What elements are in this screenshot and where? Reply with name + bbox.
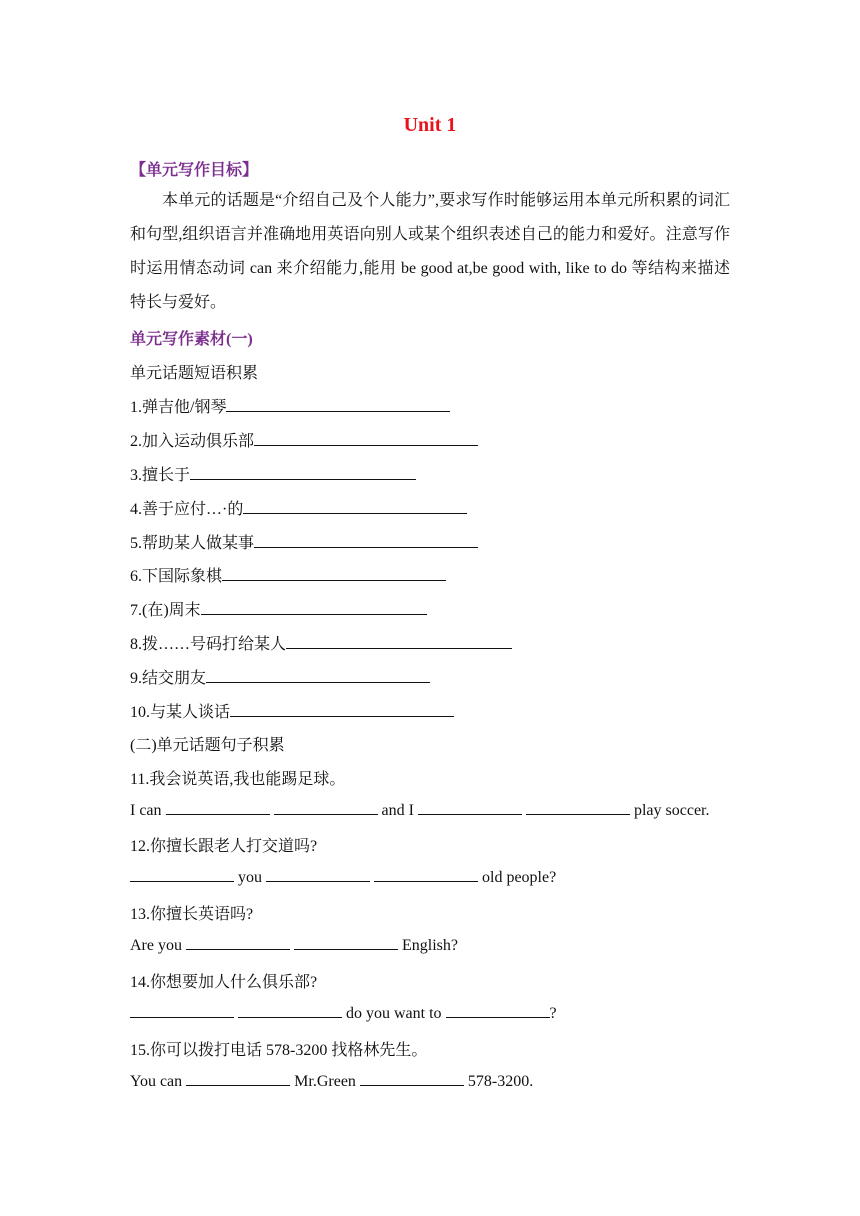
phrase-heading: 单元话题短语积累 <box>130 365 259 382</box>
phrase-label: 3.擅长于 <box>130 467 191 484</box>
answer-blank[interactable] <box>374 867 478 882</box>
sentence-answer-line <box>130 1071 533 1091</box>
sentence-text: Mr.Green <box>290 1073 360 1090</box>
answer-blank[interactable] <box>254 431 478 446</box>
answer-blank[interactable] <box>201 600 427 615</box>
sentence-heading: (二)单元话题句子积累 <box>130 737 285 754</box>
sentence-prompt: 13.你擅长英语吗? <box>130 906 254 923</box>
answer-blank[interactable] <box>266 867 370 882</box>
sentence-text: play soccer. <box>629 802 710 819</box>
phrase-label: 8.拨……号码打给某人 <box>130 636 287 653</box>
phrase-label: 6.下国际象棋 <box>130 568 223 585</box>
phrase-label: 4.善于应付…·的 <box>130 501 244 518</box>
answer-blank[interactable] <box>360 1071 464 1086</box>
answer-blank[interactable] <box>286 634 512 649</box>
sentence-text: do you want to <box>342 1005 446 1022</box>
phrase-label: 9.结交朋友 <box>130 670 207 687</box>
sentence-prompt: 15.你可以拨打电话 578-3200 找格林先生。 <box>130 1042 428 1059</box>
phrase-item <box>130 665 430 688</box>
sentence-answer-line <box>130 800 710 820</box>
answer-blank[interactable] <box>186 1071 290 1086</box>
sentence-answer-line <box>130 1003 557 1023</box>
answer-blank[interactable] <box>190 465 416 480</box>
answer-blank[interactable] <box>166 800 270 815</box>
answer-blank[interactable] <box>526 800 630 815</box>
page-title: Unit 1 <box>403 114 457 136</box>
answer-blank[interactable] <box>226 397 450 412</box>
goal-paragraph: 本单元的话题是“介绍自己及个人能力”,要求写作时能够运用本单元所积累的词汇和句型,组织语言并准确地用英语向别人或某个组织表述自己的能力和爱好。注意写作时运用情态动词 can 来介绍能力,能用 be good at,be good with, like to do 等结构来描述特长与爱好。 <box>130 192 730 311</box>
sentence-prompt: 14.你想要加人什么俱乐部? <box>130 974 318 991</box>
answer-blank[interactable] <box>222 566 446 581</box>
sentence-text: You can <box>130 1073 187 1090</box>
answer-blank[interactable] <box>418 800 522 815</box>
sentence-prompt: 12.你擅长跟老人打交道吗? <box>130 838 318 855</box>
sentence-text: and I <box>377 802 418 819</box>
material-heading: 单元写作素材(一) <box>130 331 253 348</box>
phrase-item <box>130 597 427 620</box>
phrase-item <box>130 530 478 553</box>
phrase-item <box>130 394 450 417</box>
answer-blank[interactable] <box>186 935 290 950</box>
phrase-label: 5.帮助某人做某事 <box>130 535 255 552</box>
goal-heading: 【单元写作目标】 <box>130 162 259 179</box>
answer-blank[interactable] <box>254 533 478 548</box>
answer-blank[interactable] <box>130 1003 234 1018</box>
phrase-item <box>130 496 467 519</box>
phrase-label: 1.弹吉他/钢琴 <box>130 399 227 416</box>
answer-blank[interactable] <box>294 935 398 950</box>
phrase-label: 7.(在)周末 <box>130 602 201 619</box>
sentence-text: I can <box>130 802 166 819</box>
phrase-item <box>130 462 416 485</box>
answer-blank[interactable] <box>243 499 467 514</box>
answer-blank[interactable] <box>230 702 454 717</box>
phrase-label: 10.与某人谈话 <box>130 704 231 721</box>
sentence-text: you <box>234 869 266 886</box>
phrase-item <box>130 428 478 451</box>
answer-blank[interactable] <box>130 867 234 882</box>
phrase-item <box>130 563 446 586</box>
phrase-label: 2.加入运动俱乐部 <box>130 433 255 450</box>
sentence-text: old people? <box>478 869 557 886</box>
sentence-prompt: 11.我会说英语,我也能踢足球。 <box>130 771 346 788</box>
sentence-answer-line <box>130 867 556 887</box>
sentence-text: ? <box>549 1005 557 1022</box>
sentence-text: 578-3200. <box>463 1073 534 1090</box>
answer-blank[interactable] <box>206 668 430 683</box>
answer-blank[interactable] <box>446 1003 550 1018</box>
sentence-text: English? <box>397 937 458 954</box>
answer-blank[interactable] <box>274 800 378 815</box>
answer-blank[interactable] <box>238 1003 342 1018</box>
sentence-text: Are you <box>130 937 186 954</box>
phrase-item <box>130 631 512 654</box>
phrase-item <box>130 699 454 722</box>
sentence-answer-line <box>130 935 458 955</box>
